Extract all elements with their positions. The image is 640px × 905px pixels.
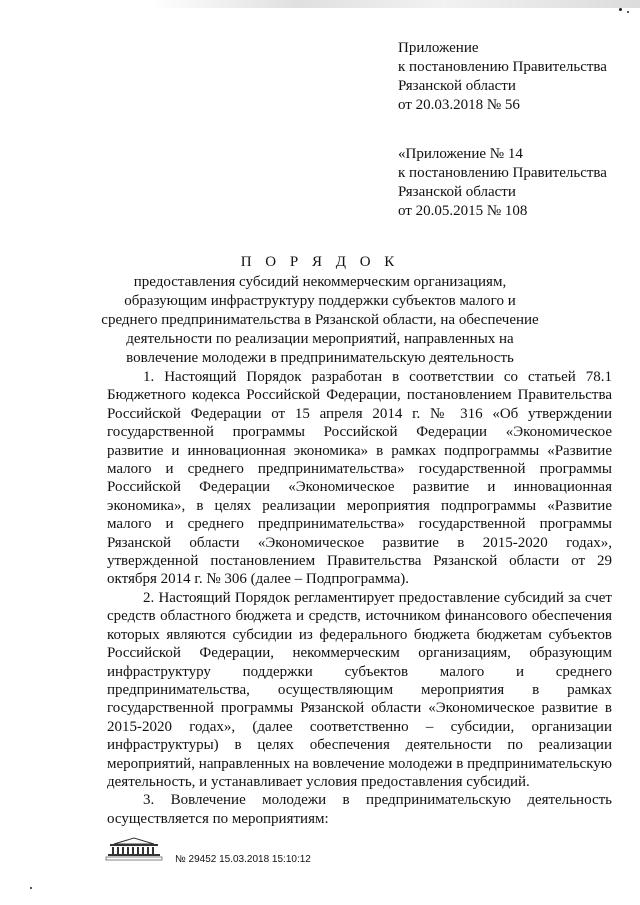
paragraph-1: 1. Настоящий Порядок разработан в соответствии со статьей 78.1 Бюджетного кодекса Российской Федерации, постановлением Правительства Российской Федерации от 15 апреля 2014 г. № 316 «Об утверждении государственной программы Российской Федерации «Экономическое развитие и инновационная экономика» в рамках подпрограммы «Развитие малого и среднего предпринимательства» государственной программы Российской Федерации «Экономическое развитие и инновационная экономика», в целях реализации мероприятия подпрограммы «Развитие малого и среднего предпринимательства» государственной программы Рязанской области «Экономическое развитие в 2015-2020 годах», утвержденной постановлением Правительства Рязанской области от 29 октября 2014 г. № 306 (далее – Подпрограмма).	[107, 369, 612, 588]
subtitle-line: образующим инфраструктуру поддержки субъектов малого и	[124, 293, 516, 309]
document-subtitle	[100, 273, 540, 368]
appendix-current	[398, 39, 607, 115]
appendix-line: Рязанской области	[398, 78, 516, 94]
scan-speck	[627, 11, 629, 13]
subtitle-line: предоставления субсидий некоммерческим организациям,	[133, 274, 507, 290]
government-building-logo-icon	[100, 837, 168, 861]
appendix-original	[398, 145, 607, 221]
document-title: П О Р Я Д О К	[240, 254, 400, 270]
scan-speck	[30, 887, 32, 889]
appendix-line: Рязанской области	[398, 184, 516, 200]
appendix-date-number: от 20.05.2015 № 108	[398, 203, 528, 219]
registration-stamp: № 29452 15.03.2018 15:10:12	[175, 854, 311, 865]
appendix-line: к постановлению Правительства	[398, 59, 607, 75]
subtitle-line: деятельности по реализации мероприятий, направленных на	[126, 331, 514, 347]
paragraph-2: 2. Настоящий Порядок регламентирует предоставление субсидий за счет средств областного бюджета и средств, источником финансового обеспечения которых являются субсидии из федерального бюджета бюджетам субъектов Российской Федерации, некоммерческим организациям, образующим инфраструктуру поддержки субъектов малого и среднего предпринимательства, осуществляющим мероприятия в рамках государственной программы Рязанской области «Экономическое развитие в 2015-2020 годах», (далее соответственно – субсидии, организации инфраструктуры) в целях обеспечения деятельности по реализации мероприятий, направленных на вовлечение молодежи в предпринимательскую деятельность, и устанавливает условия предоставления субсидий.	[107, 589, 612, 790]
appendix-line: «Приложение № 14	[398, 146, 523, 162]
subtitle-line: среднего предпринимательства в Рязанской области, на обеспечение	[101, 312, 539, 328]
scan-speck	[619, 8, 622, 11]
paragraph-3: 3. Вовлечение молодежи в предпринимательскую деятельность осуществляется по мероприятиям:	[107, 792, 612, 827]
appendix-date-number: от 20.03.2018 № 56	[398, 97, 520, 113]
subtitle-line: вовлечение молодежи в предпринимательскую деятельность	[126, 350, 514, 366]
appendix-line: к постановлению Правительства	[398, 165, 607, 181]
document-body	[107, 368, 612, 828]
appendix-line: Приложение	[398, 40, 479, 56]
scan-edge-shadow	[150, 0, 640, 8]
document-footer	[100, 832, 340, 865]
